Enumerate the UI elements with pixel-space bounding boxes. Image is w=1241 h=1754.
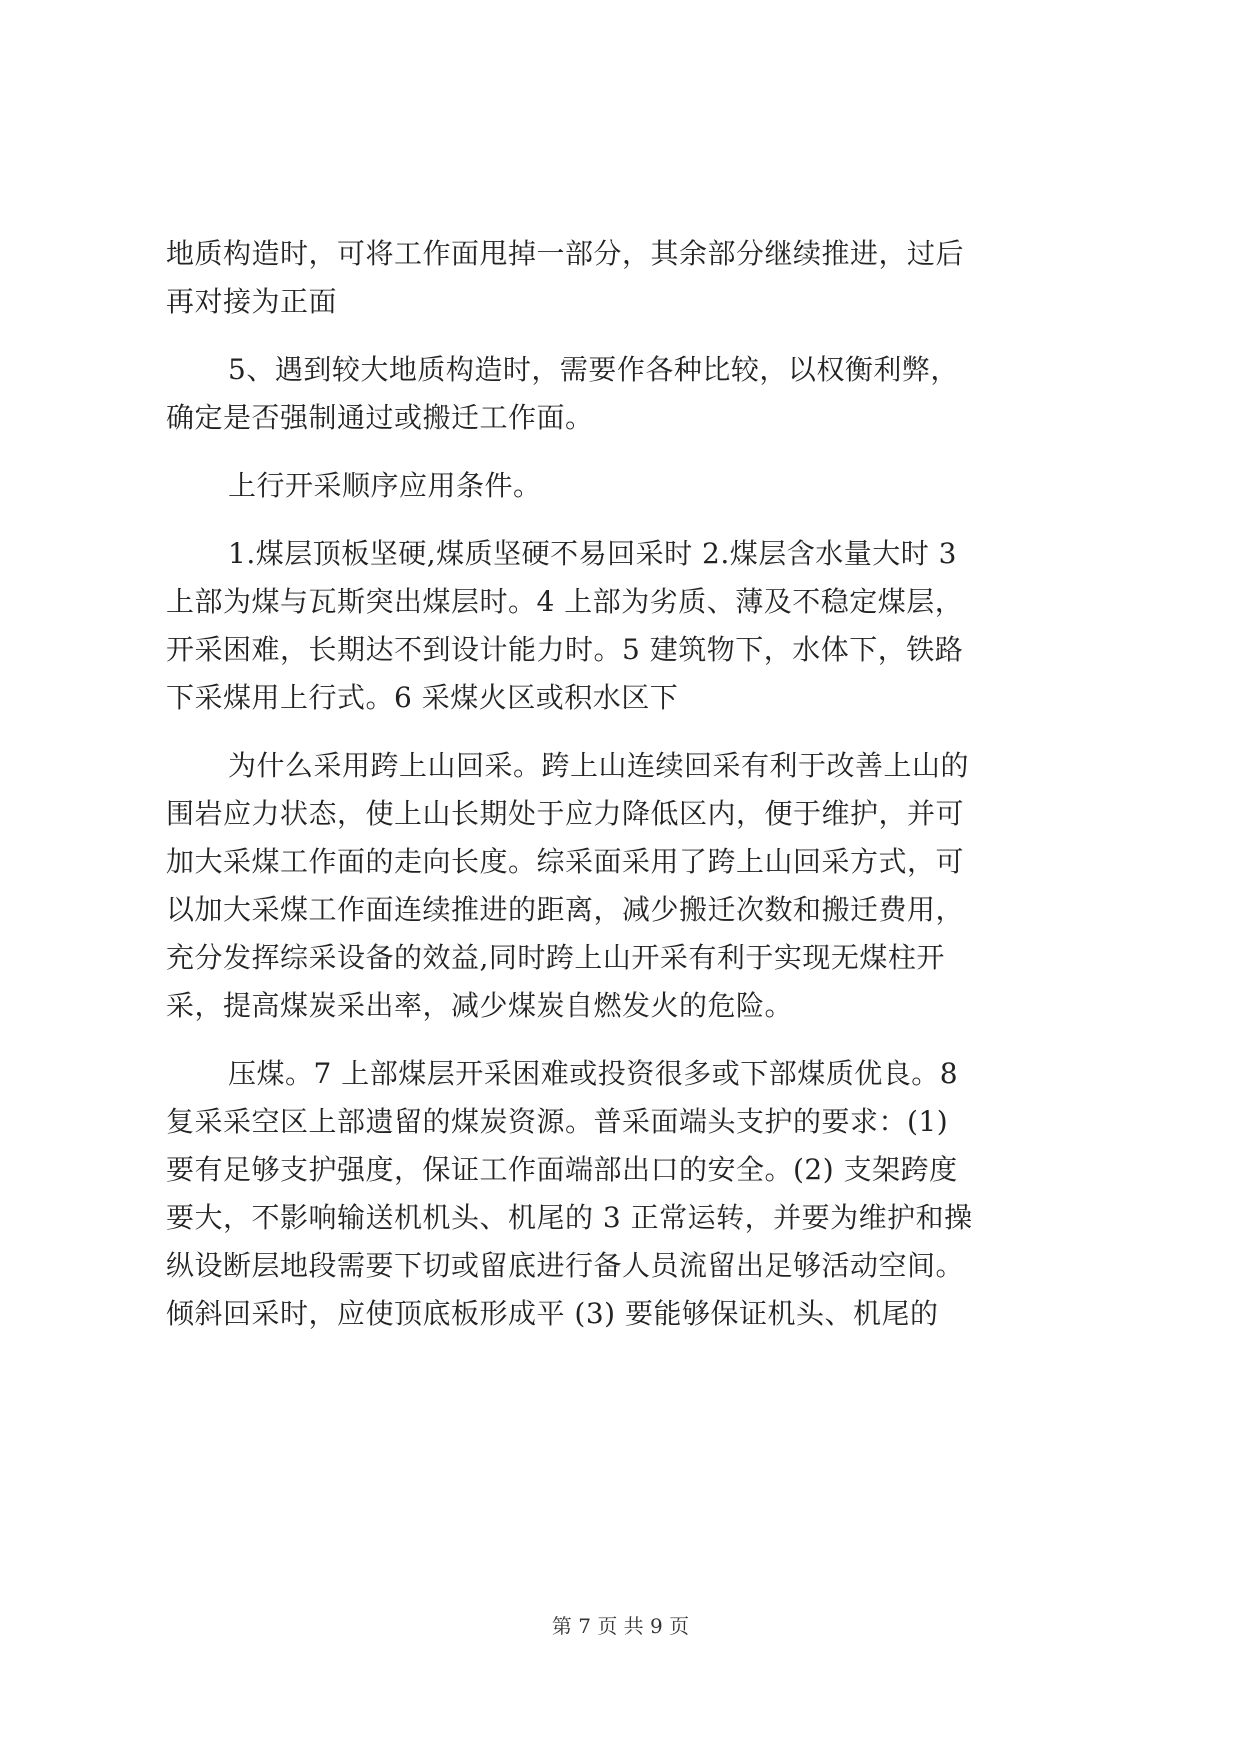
text-line: 充分发挥综采设备的效益,同时跨上山开采有利于实现无煤柱开 <box>166 941 945 974</box>
text-line: 倾斜回采时，应使顶底板形成平 (3) 要能够保证机头、机尾的 <box>166 1297 939 1330</box>
text-line: 加大采煤工作面的走向长度。综采面采用了跨上山回采方式，可 <box>166 845 965 878</box>
text-line: 上行开采顺序应用条件。 <box>228 469 542 502</box>
text-line: 要有足够支护强度，保证工作面端部出口的安全。(2) 支架跨度 <box>166 1153 958 1186</box>
text-line: 采，提高煤炭采出率，减少煤炭自燃发火的危险。 <box>166 989 794 1022</box>
paragraph-gap <box>166 1030 1086 1050</box>
text-line: 地质构造时，可将工作面甩掉一部分，其余部分继续推进，过后 <box>166 237 965 270</box>
text-line: 5、遇到较大地质构造时，需要作各种比较，以权衡利弊， <box>228 353 959 386</box>
document-body <box>166 230 1086 1338</box>
text-line: 要大，不影响输送机机头、机尾的 3 正常运转，并要为维护和操 <box>166 1201 973 1234</box>
text-line: 开采困难，长期达不到设计能力时。5 建筑物下，水体下，铁路 <box>166 633 964 666</box>
text-line: 下采煤用上行式。6 采煤火区或积水区下 <box>166 681 679 714</box>
text-line: 纵设断层地段需要下切或留底进行备人员流留出足够活动空间。 <box>166 1249 965 1282</box>
paragraph-gap <box>166 510 1086 530</box>
page-footer: 第 7 页 共 9 页 <box>551 1614 690 1638</box>
text-line: 以加大采煤工作面连续推进的距离，减少搬迁次数和搬迁费用， <box>166 893 965 926</box>
text-line: 确定是否强制通过或搬迁工作面。 <box>166 401 594 434</box>
paragraph-gap <box>166 326 1086 346</box>
paragraph-gap <box>166 722 1086 742</box>
text-line: 围岩应力状态，使上山长期处于应力降低区内，便于维护，并可 <box>166 797 965 830</box>
text-line: 复采采空区上部遗留的煤炭资源。普采面端头支护的要求：(1) <box>166 1105 949 1138</box>
text-line: 上部为煤与瓦斯突出煤层时。4 上部为劣质、薄及不稳定煤层， <box>166 585 964 618</box>
text-line: 为什么采用跨上山回采。跨上山连续回采有利于改善上山的 <box>228 749 970 782</box>
text-line: 压煤。7 上部煤层开采困难或投资很多或下部煤质优良。8 <box>228 1057 959 1090</box>
text-line: 再对接为正面 <box>166 285 338 318</box>
paragraph-gap <box>166 442 1086 462</box>
text-line: 1.煤层顶板坚硬,煤质坚硬不易回采时 2.煤层含水量大时 3 <box>228 537 957 570</box>
